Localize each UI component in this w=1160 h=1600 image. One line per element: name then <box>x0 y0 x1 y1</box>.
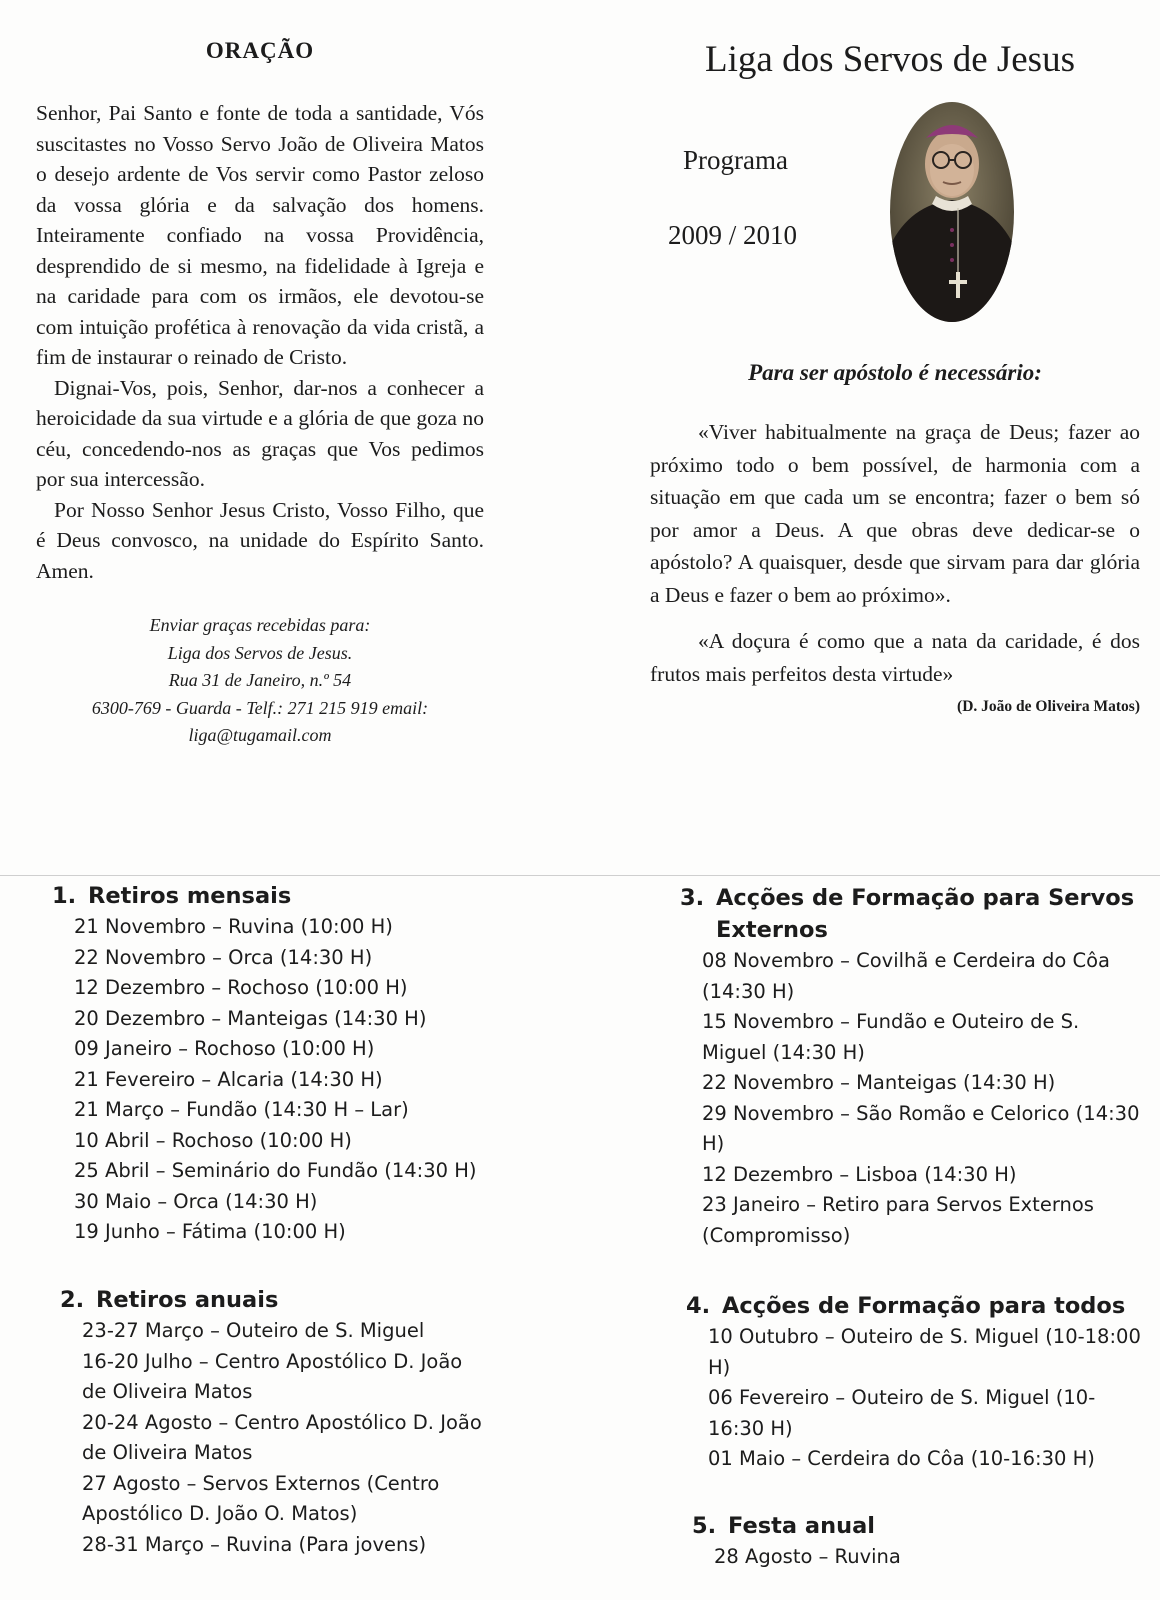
section-number: 4. <box>686 1293 711 1319</box>
section-formacao-todos <box>686 1290 1146 1475</box>
list-item: 22 Novembro – Manteigas (14:30 H) <box>702 1071 1056 1094</box>
list-item: 10 Outubro – Outeiro de S. Miguel (10-18:00 H) <box>708 1325 1141 1379</box>
section-heading <box>686 1290 1146 1322</box>
list-item: 08 Novembro – Covilhã e Cerdeira do Côa (14:30 H) <box>702 949 1110 1003</box>
list-item: 06 Fevereiro – Outeiro de S. Miguel (10-16:30 H) <box>708 1386 1096 1440</box>
contact-phone: 6300-769 - Guarda - Telf.: 271 215 919 email: <box>91 697 429 718</box>
section-title: Retiros mensais <box>88 883 292 909</box>
list-item: 29 Novembro – São Romão e Celorico (14:30 H) <box>702 1101 1140 1155</box>
contact-block <box>36 612 484 750</box>
list-item: 12 Dezembro – Rochoso (10:00 H) <box>74 976 408 999</box>
section-title: Festa anual <box>728 1513 875 1539</box>
section-number: 2. <box>60 1287 85 1313</box>
prayer-panel <box>36 38 484 750</box>
section-title: Acções de Formação para Servos Externos <box>716 885 1135 943</box>
section-retiros-anuais <box>60 1284 580 1560</box>
contact-address: Rua 31 de Janeiro, n.º 54 <box>168 670 352 690</box>
prayer-title: ORAÇÃO <box>205 38 315 63</box>
list-item: 10 Abril – Rochoso (10:00 H) <box>74 1128 352 1152</box>
programa-label: Programa <box>683 145 788 175</box>
section-number: 5. <box>692 1513 717 1539</box>
section-heading <box>680 882 1140 946</box>
prayer-paragraph: Por Nosso Senhor Jesus Cristo, Vosso Filho, que é Deus convosco, na unidade do Espírito Santo. Amen. <box>36 497 484 583</box>
contact-email: liga@tugamail.com <box>188 725 332 745</box>
list-item: 01 Maio – Cerdeira do Côa (10-16:30 H) <box>708 1447 1095 1470</box>
list-item: 16-20 Julho – Centro Apostólico D. João de Oliveira Matos <box>82 1349 463 1403</box>
list-item: 20 Dezembro – Manteigas (14:30 H) <box>74 1006 427 1030</box>
list-item: 23-27 Março – Outeiro de S. Miguel <box>82 1319 425 1342</box>
section-number: 1. <box>52 883 77 909</box>
list-item: 28-31 Março – Ruvina (Para jovens) <box>82 1532 427 1556</box>
contact-org: Liga dos Servos de Jesus. <box>167 642 353 663</box>
section-formacao-externos <box>680 882 1140 1251</box>
section-title: Retiros anuais <box>96 1287 279 1313</box>
bishop-portrait-icon <box>888 100 1016 324</box>
section-heading <box>60 1284 580 1316</box>
list-item: 23 Janeiro – Retiro para Servos Externos (Compromisso) <box>702 1193 1094 1247</box>
prayer-paragraph: Dignai-Vos, pois, Senhor, dar-nos a conhecer a heroicidade da sua virtude e a glória de que goza no céu, concedendo-nos as graças que Vos pedimos por sua intercessão. <box>36 375 484 491</box>
section-title: Acções de Formação para todos <box>722 1293 1126 1319</box>
list-item: 21 Novembro – Ruvina (10:00 H) <box>74 915 393 938</box>
quote-panel <box>650 360 1140 716</box>
org-title: Liga dos Servos de Jesus <box>705 39 1075 80</box>
section-number: 3. <box>680 885 705 911</box>
list-item: 28 Agosto – Ruvina <box>714 1545 901 1568</box>
quote-paragraph: «A doçura é como que a nata da caridade, é dos frutos mais perfeitos desta virtude» <box>650 629 1140 686</box>
section-festa-anual <box>692 1510 1152 1573</box>
year-label: 2009 / 2010 <box>668 220 798 250</box>
section-heading <box>692 1510 1152 1542</box>
fold-divider <box>0 875 1160 876</box>
prayer-paragraph: Senhor, Pai Santo e fonte de toda a santidade, Vós suscitastes no Vosso Servo João de Oliveira Matos o desejo ardente de Vos servir como Pastor zeloso da vossa glória e da salvação dos homens. Inteiramente confiado na vossa Providência, desprendido de si mesmo, na fidelidade à Igreja e na caridade para com os irmãos, ele devotou-se com intuição profética à renovação da vida cristã, a fim de instaurar o reinado de Cristo. <box>36 101 484 369</box>
list-item: 21 Março – Fundão (14:30 H – Lar) <box>74 1098 409 1121</box>
list-item: 21 Fevereiro – Alcaria (14:30 H) <box>74 1067 383 1091</box>
quote-paragraph: «Viver habitualmente na graça de Deus; fazer ao próximo todo o bem possível, de harmonia com a situação em que cada um se encontra; fazer o bem só por amor a Deus. A que obras deve dedicar-se o apóstolo? A quaisquer, desde que sirvam para dar glória a Deus e fazer o bem ao próximo». <box>650 420 1140 607</box>
list-item: 27 Agosto – Servos Externos (Centro Apostólico D. João O. Matos) <box>82 1471 440 1525</box>
list-item: 25 Abril – Seminário do Fundão (14:30 H) <box>74 1159 477 1182</box>
quote-heading: Para ser apóstolo é necessário: <box>748 360 1042 385</box>
list-item: 19 Junho – Fátima (10:00 H) <box>74 1220 346 1243</box>
contact-heading: Enviar graças recebidas para: <box>149 615 371 635</box>
section-heading <box>52 880 572 912</box>
list-item: 12 Dezembro – Lisboa (14:30 H) <box>702 1162 1017 1186</box>
section-retiros-mensais <box>52 880 572 1248</box>
list-item: 20-24 Agosto – Centro Apostólico D. João de Oliveira Matos <box>82 1410 482 1464</box>
quote-attribution: (D. João de Oliveira Matos) <box>957 698 1140 715</box>
list-item: 09 Janeiro – Rochoso (10:00 H) <box>74 1037 375 1060</box>
list-item: 15 Novembro – Fundão e Outeiro de S. Miguel (14:30 H) <box>702 1010 1080 1064</box>
list-item: 30 Maio – Orca (14:30 H) <box>74 1189 318 1213</box>
list-item: 22 Novembro – Orca (14:30 H) <box>74 945 373 969</box>
